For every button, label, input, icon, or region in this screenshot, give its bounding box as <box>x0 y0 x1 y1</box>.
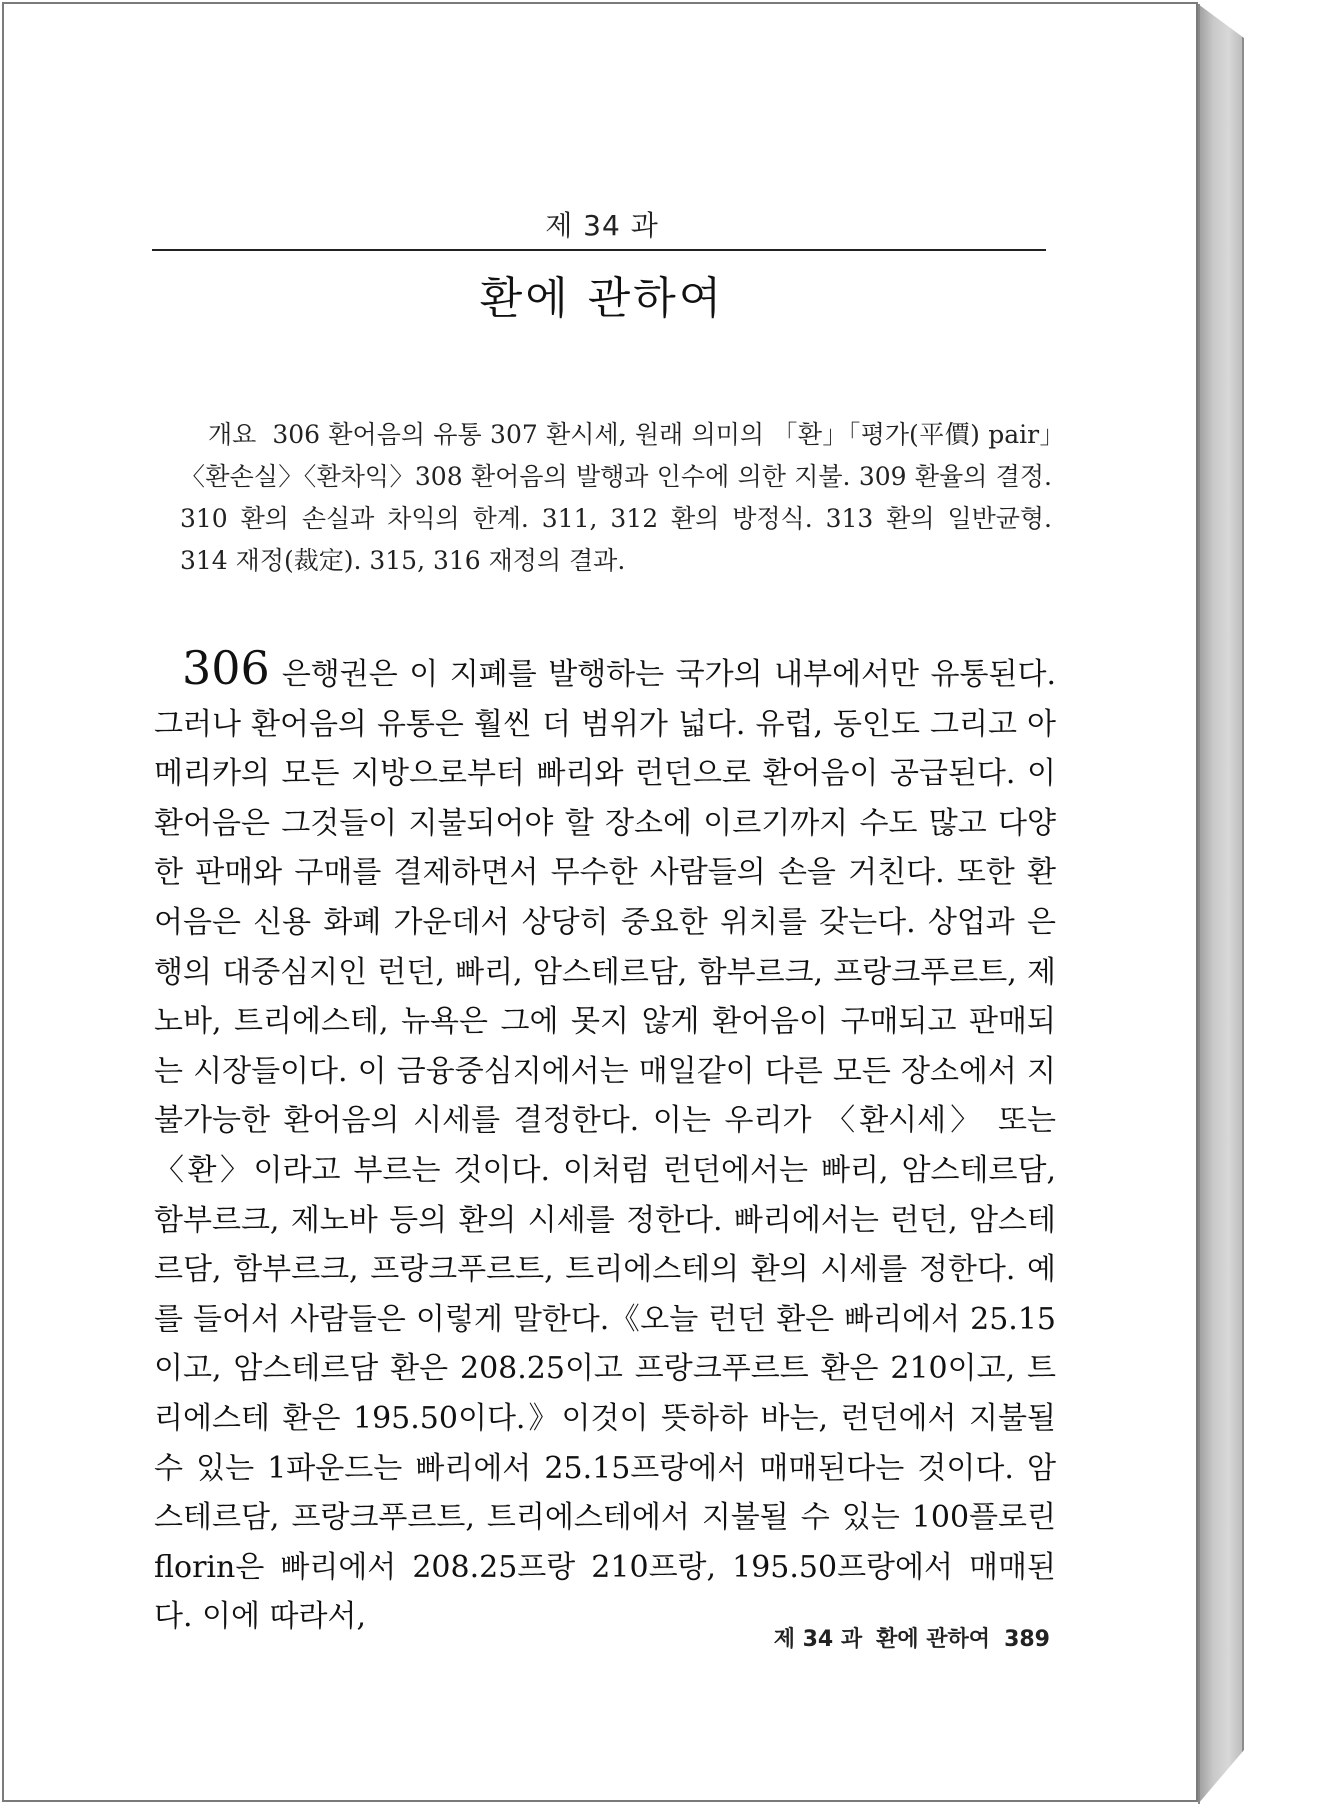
header-rule <box>152 249 1046 251</box>
chapter-label: 제 34 과 <box>545 209 659 242</box>
paragraph-number: 306 <box>182 641 270 695</box>
footer-title: 환에 관하여 <box>876 1627 991 1652</box>
summary-text: 306 환어음의 유통 307 환시세, 원래 의미의 「환」「평가(平價) pair」〈환손실〉〈환차익〉308 환어음의 발행과 인수에 의한 지불. 309 환율의 결정. 310 환의 손실과 차익의 한계. 311, 312 환의 방정식. 313 환의 일반균형. 314 재정(裁定). 315, 316 재정의 결과. <box>180 420 1052 575</box>
summary-lead: 개요 <box>208 420 257 449</box>
footer-chapter-label: 제 34 과 <box>773 1627 863 1652</box>
running-footer <box>774 1622 1050 1653</box>
page-edge <box>1198 4 1244 1804</box>
chapter-title: 환에 관하여 <box>479 273 725 324</box>
chapter-summary <box>180 414 1052 582</box>
page-number: 389 <box>1004 1627 1050 1652</box>
page <box>2 2 1198 1802</box>
paragraph-text: 은행권은 이 지폐를 발행하는 국가의 내부에서만 유통된다. 그러나 환어음의 유통은 훨씬 더 범위가 넓다. 유럽, 동인도 그리고 아메리카의 모든 지방으로부터 빠리와 런던으로 환어음이 공급된다. 이 환어음은 그것들이 지불되어야 할 장소에 이르기까지 수도 많고 다양한 판매와 구매를 결제하면서 무수한 사람들의 손을 거친다. 또한 환어음은 신용 화폐 가운데서 상당히 중요한 위치를 갖는다. 상업과 은행의 대중심지인 런던, 빠리, 암스테르담, 함부르크, 프랑크푸르트, 제노바, 트리에스테, 뉴욕은 그에 못지 않게 환어음이 구매되고 판매되는 시장들이다. 이 금융중심지에서는 매일같이 다른 모든 장소에서 지불가능한 환어음의 시세를 결정한다. 이는 우리가 〈환시세〉 또는 〈환〉이라고 부르는 것이다. 이처럼 런던에서는 빠리, 암스테르담, 함부르크, 제노바 등의 환의 시세를 정한다. 빠리에서는 런던, 암스테르담, 함부르크, 프랑크푸르트, 트리에스테의 환의 시세를 정한다. 예를 들어서 사람들은 이렇게 말한다.《오늘 런던 환은 빠리에서 25.15이고, 암스테르담 환은 208.25이고 프랑크푸르트 환은 210이고, 트리에스테 환은 195.50이다.》이것이 뜻하하 바는, 런던에서 지불될 수 있는 1파운드는 빠리에서 25.15프랑에서 매매된다는 것이다. 암스테르담, 프랑크푸르트, 트리에스테에서 지불될 수 있는 100플로린 florin은 빠리에서 208.25프랑 210프랑, 195.50프랑에서 매매된다. 이에 따라서, <box>154 657 1056 1635</box>
body-paragraph <box>154 641 1056 1642</box>
